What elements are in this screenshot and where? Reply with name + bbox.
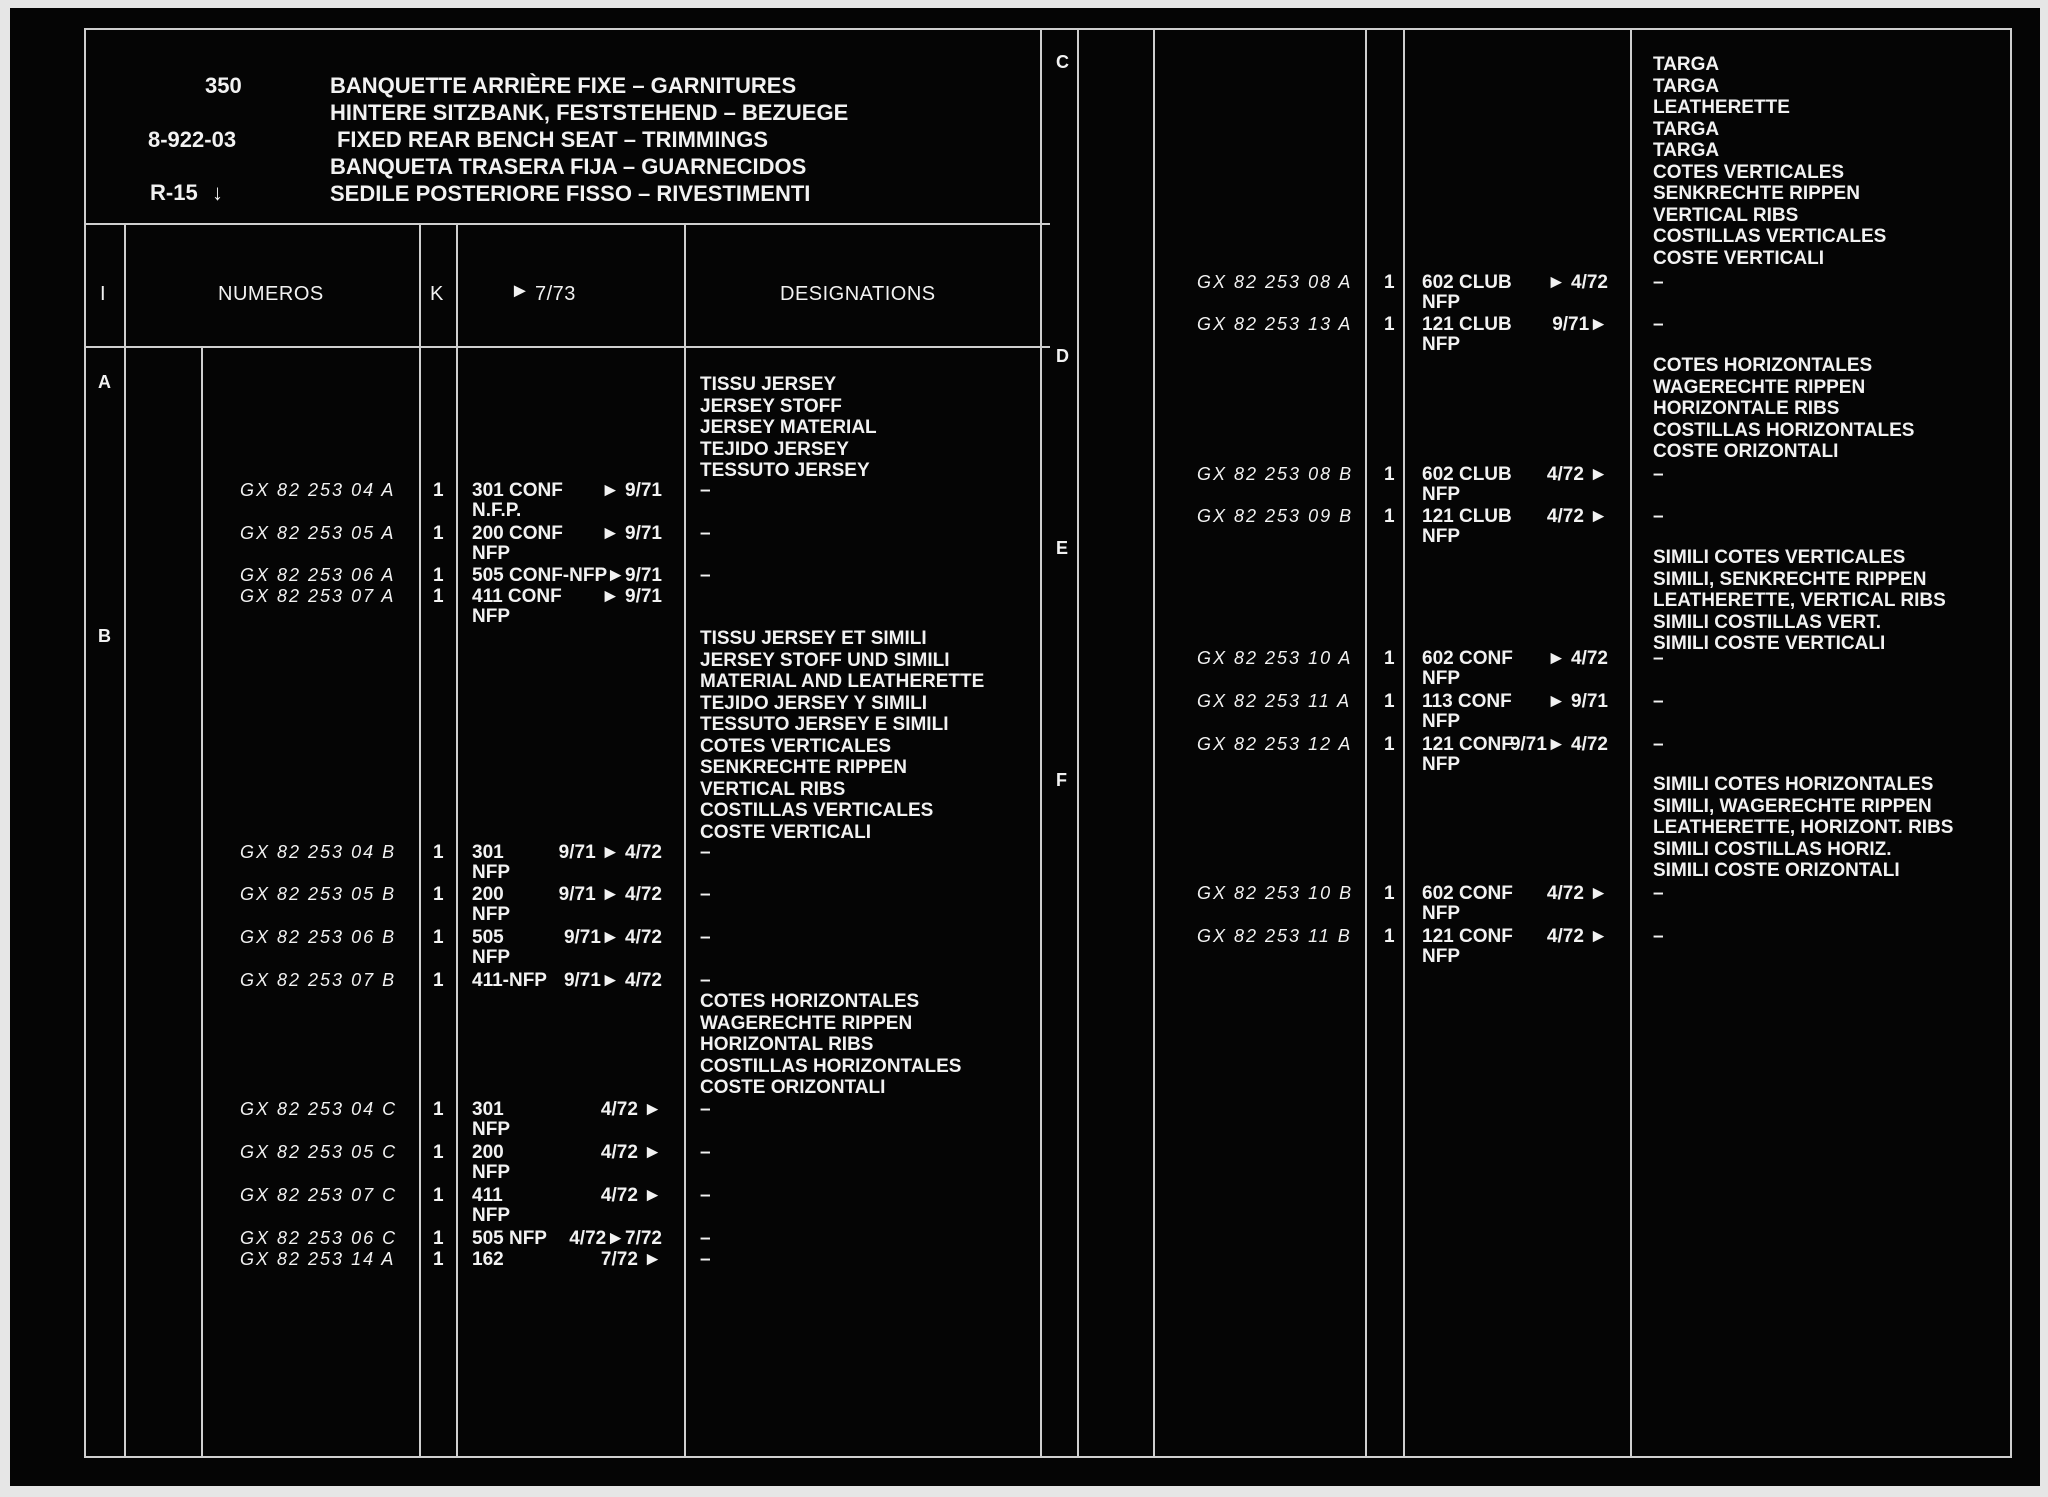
right-designation-line: TARGA (1653, 75, 1720, 97)
left-date-range: 4/72 ► (600, 1142, 662, 1163)
left-variant-note: 411 (472, 1185, 503, 1206)
left-date-range: 9/71 ► 4/72 (558, 842, 662, 863)
left-designation-line: MATERIAL AND LEATHERETTE (700, 671, 985, 692)
left-variant-note: NFP (472, 862, 510, 883)
left-part-number: GX 82 253 06 A (240, 565, 396, 585)
col-header-date: 7/73 (535, 283, 576, 305)
col-rule-k-left (419, 223, 421, 1458)
right-part-number: GX 82 253 10 B (1197, 883, 1354, 903)
right-designation: – (1653, 506, 1664, 527)
left-variant-note: NFP (472, 1162, 510, 1183)
left-variant-note: 200 (472, 884, 504, 905)
title-line: SEDILE POSTERIORE FISSO – RIVESTIMENTI (330, 181, 811, 206)
left-date-range: 9/71 ► 4/72 (558, 884, 662, 905)
right-part-number: GX 82 253 08 A (1197, 272, 1353, 292)
left-part-number: GX 82 253 06 B (240, 927, 397, 947)
catalog-code: 8-922-03 (148, 127, 237, 152)
right-variant-note: 121 CLUB (1422, 314, 1512, 335)
right-date-range: ► 4/72 (1546, 272, 1608, 293)
left-designation-line: TESSUTO JERSEY (700, 460, 870, 481)
right-designation-line: SIMILI, WAGERECHTE RIPPEN (1653, 795, 1932, 817)
right-variant-note: NFP (1422, 946, 1460, 967)
right-quantity: 1 (1384, 883, 1395, 904)
right-variant-note: NFP (1422, 484, 1460, 505)
col-header-k: K (430, 283, 444, 305)
left-quantity: 1 (433, 927, 444, 948)
left-date-range: 9/71► 4/72 (563, 970, 662, 991)
left-part-number: GX 82 253 05 A (240, 523, 396, 543)
right-designation-line: LEATHERETTE, VERTICAL RIBS (1653, 590, 1946, 611)
left-designation-line: TISSU JERSEY ET SIMILI (700, 628, 927, 649)
left-designation-line: JERSEY STOFF (700, 395, 842, 417)
right-designation: – (1653, 883, 1664, 904)
left-variant-note: 301 (472, 842, 504, 863)
right-designation-line: SIMILI COSTILLAS HORIZ. (1653, 838, 1892, 860)
right-col-rule-3 (1365, 28, 1367, 1458)
right-date-range: ► 9/71 (1546, 691, 1608, 712)
left-designation-line: TEJIDO JERSEY (700, 438, 849, 460)
left-part-number: GX 82 253 06 C (240, 1228, 398, 1248)
left-quantity: 1 (433, 884, 444, 905)
col-rule-i (124, 223, 126, 1458)
title-rule (84, 223, 1050, 225)
left-date-range: ►9/71 (606, 565, 662, 586)
right-designation-line: HORIZONTALE RIBS (1653, 398, 1840, 419)
right-designation-line: TARGA (1653, 54, 1720, 75)
left-designation: – (700, 1249, 711, 1270)
col-header-numeros: NUMEROS (218, 283, 324, 305)
right-designation: – (1653, 272, 1664, 293)
section-marker-e: E (1056, 538, 1069, 558)
right-variant-note: 602 CONF (1422, 648, 1513, 669)
section-marker-a: A (98, 372, 111, 392)
right-part-number: GX 82 253 08 B (1197, 464, 1354, 484)
left-quantity: 1 (433, 1142, 444, 1163)
left-designation: – (700, 970, 711, 991)
left-variant-note: NFP (472, 904, 510, 925)
top-border (84, 28, 2012, 30)
right-designation-line: COSTILLAS HORIZONTALES (1653, 419, 1915, 441)
left-date-range: 7/72 ► (600, 1249, 662, 1270)
right-variant-note: NFP (1422, 526, 1460, 547)
right-designation: – (1653, 314, 1664, 335)
right-quantity: 1 (1384, 464, 1395, 485)
title-line: BANQUETTE ARRIÈRE FIXE – GARNITURES (330, 73, 797, 98)
right-part-number: GX 82 253 12 A (1197, 734, 1353, 754)
left-quantity: 1 (433, 480, 444, 501)
right-date-range: 9/71► 4/72 (1509, 734, 1608, 755)
col-rule-designations (684, 223, 686, 1458)
left-designation-line: JERSEY STOFF UND SIMILI (700, 649, 950, 671)
left-designation-line: COSTE ORIZONTALI (700, 1077, 886, 1098)
left-designation: – (700, 842, 711, 863)
left-variant-note: 411-NFP (472, 970, 547, 991)
right-part-number: GX 82 253 13 A (1197, 314, 1353, 334)
left-border (84, 28, 86, 1458)
left-designation: – (700, 884, 711, 905)
left-quantity: 1 (433, 1228, 444, 1249)
right-designation-line: LEATHERETTE, HORIZONT. RIBS (1653, 817, 1954, 838)
left-variant-note: NFP (472, 1205, 510, 1226)
left-designation: – (700, 523, 711, 544)
right-border (2010, 28, 2012, 1458)
right-variant-note: NFP (1422, 711, 1460, 732)
col-rule-k-right (456, 223, 458, 1458)
right-part-number: GX 82 253 10 A (1197, 648, 1353, 668)
left-designation: – (700, 480, 711, 501)
right-quantity: 1 (1384, 734, 1395, 755)
right-variant-note: NFP (1422, 754, 1460, 775)
left-date-range: 9/71► 4/72 (563, 927, 662, 948)
left-designation-line: COSTILLAS VERTICALES (700, 800, 934, 821)
right-quantity: 1 (1384, 648, 1395, 669)
right-date-range: ► 4/72 (1546, 648, 1608, 669)
left-designation-line: JERSEY MATERIAL (700, 417, 877, 438)
left-quantity: 1 (433, 970, 444, 991)
left-variant-note: 505 (472, 927, 504, 948)
right-variant-note: NFP (1422, 292, 1460, 313)
right-designation: – (1653, 926, 1664, 947)
left-designation: – (700, 565, 711, 586)
left-part-number: GX 82 253 05 B (240, 884, 397, 904)
left-variant-note: 301 (472, 1099, 504, 1120)
right-variant-note: 121 CONF (1422, 734, 1513, 755)
right-variant-note: 602 CLUB (1422, 272, 1512, 293)
left-designation: – (700, 1185, 711, 1206)
left-date-range: ► 9/71 (600, 586, 662, 607)
right-col-rule-2 (1153, 28, 1155, 1458)
revision: R-15 (150, 180, 198, 205)
right-variant-note: NFP (1422, 903, 1460, 924)
left-variant-note: 200 CONF (472, 523, 563, 544)
plate-number: 350 (205, 73, 242, 98)
left-variant-note: 162 (472, 1249, 504, 1270)
left-part-number: GX 82 253 04 A (240, 480, 396, 500)
left-part-number: GX 82 253 07 B (240, 970, 397, 990)
right-quantity: 1 (1384, 314, 1395, 335)
left-part-number: GX 82 253 05 C (240, 1142, 398, 1162)
play-marker-icon: ► (510, 280, 531, 302)
right-variant-note: NFP (1422, 334, 1460, 355)
left-variant-note: NFP (472, 606, 510, 627)
left-date-range: 4/72 ► (600, 1099, 662, 1120)
right-designation-line: SIMILI, SENKRECHTE RIPPEN (1653, 568, 1927, 590)
right-part-number: GX 82 253 11 B (1197, 926, 1352, 946)
left-part-number: GX 82 253 07 A (240, 586, 396, 606)
left-part-number: GX 82 253 07 C (240, 1185, 398, 1205)
right-col-rule-1 (1077, 28, 1079, 1458)
right-variant-note: NFP (1422, 668, 1460, 689)
left-quantity: 1 (433, 586, 444, 607)
left-designation-line: COTES VERTICALES (700, 735, 892, 757)
left-designation-line: VERTICAL RIBS (700, 778, 846, 800)
section-marker-b: B (98, 626, 111, 646)
right-date-range: 4/72 ► (1546, 883, 1608, 904)
right-designation-line: COSTE ORIZONTALI (1653, 441, 1839, 462)
left-date-range: 4/72 ► (600, 1185, 662, 1206)
left-designation-line: COTES HORIZONTALES (700, 991, 920, 1012)
right-designation-line: VERTICAL RIBS (1653, 204, 1799, 226)
right-designation-line: SIMILI COSTILLAS VERT. (1653, 611, 1882, 633)
col-header-designations: DESIGNATIONS (780, 283, 936, 305)
right-designation-line: COSTILLAS VERTICALES (1653, 226, 1887, 247)
left-variant-note: 301 CONF (472, 480, 563, 501)
right-col-rule-5 (1630, 28, 1632, 1458)
left-variant-note: N.F.P. (472, 500, 522, 521)
left-designation: – (700, 927, 711, 948)
left-designation-line: TESSUTO JERSEY E SIMILI (700, 714, 949, 735)
section-marker-d: D (1056, 346, 1069, 366)
section-marker-c: C (1056, 52, 1069, 72)
right-variant-note: 121 CONF (1422, 926, 1513, 947)
right-designation-line: SIMILI COSTE ORIZONTALI (1653, 860, 1900, 881)
left-designation: – (700, 1228, 711, 1249)
right-variant-note: 121 CLUB (1422, 506, 1512, 527)
left-variant-note: 505 NFP (472, 1228, 547, 1249)
title-line: BANQUETA TRASERA FIJA – GUARNECIDOS (330, 154, 807, 179)
bottom-border (84, 1456, 2012, 1458)
left-quantity: 1 (433, 565, 444, 586)
right-part-number: GX 82 253 09 B (1197, 506, 1354, 526)
left-variant-note: NFP (472, 543, 510, 564)
right-designation-line: SIMILI COSTE VERTICALI (1653, 633, 1886, 654)
right-designation-line: SIMILI COTES HORIZONTALES (1653, 774, 1934, 795)
col-header-i: I (100, 283, 107, 305)
right-designation: – (1653, 691, 1664, 712)
page-middle-rule (1040, 28, 1042, 1458)
left-quantity: 1 (433, 1099, 444, 1120)
right-designation-line: TARGA (1653, 118, 1720, 140)
right-designation: – (1653, 648, 1664, 669)
left-part-number: GX 82 253 04 B (240, 842, 397, 862)
left-designation-line: TISSU JERSEY (700, 374, 837, 395)
right-designation-line: SENKRECHTE RIPPEN (1653, 183, 1860, 204)
left-part-number: GX 82 253 14 A (240, 1249, 396, 1269)
right-designation-line: SIMILI COTES VERTICALES (1653, 547, 1906, 568)
left-quantity: 1 (433, 523, 444, 544)
left-designation-line: SENKRECHTE RIPPEN (700, 757, 907, 778)
left-variant-note: 200 (472, 1142, 504, 1163)
left-date-range: 4/72►7/72 (569, 1228, 662, 1249)
right-designation-line: COTES VERTICALES (1653, 161, 1845, 183)
left-date-range: ► 9/71 (600, 480, 662, 501)
left-quantity: 1 (433, 1249, 444, 1270)
right-designation-line: LEATHERETTE (1653, 97, 1790, 118)
right-date-range: 4/72 ► (1546, 506, 1608, 527)
left-quantity: 1 (433, 842, 444, 863)
right-part-number: GX 82 253 11 A (1197, 691, 1352, 711)
right-variant-note: 602 CLUB (1422, 464, 1512, 485)
left-part-number: GX 82 253 04 C (240, 1099, 398, 1119)
left-variant-note: 505 CONF-NFP (472, 565, 608, 586)
right-date-range: 4/72 ► (1546, 464, 1608, 485)
right-quantity: 1 (1384, 691, 1395, 712)
left-designation-line: COSTILLAS HORIZONTALES (700, 1055, 962, 1077)
left-designation: – (700, 1142, 711, 1163)
parts-sheet (10, 8, 2040, 1486)
left-designation-line: COSTE VERTICALI (700, 821, 872, 843)
right-designation: – (1653, 734, 1664, 755)
right-variant-note: 113 CONF (1422, 691, 1512, 712)
left-variant-note: 411 CONF (472, 586, 562, 607)
right-designation: – (1653, 464, 1664, 485)
right-quantity: 1 (1384, 272, 1395, 293)
down-arrow-icon: ↓ (212, 180, 223, 205)
left-variant-note: NFP (472, 1119, 510, 1140)
right-designation-line: WAGERECHTE RIPPEN (1653, 376, 1866, 398)
left-designation-line: WAGERECHTE RIPPEN (700, 1012, 913, 1034)
left-date-range: ► 9/71 (600, 523, 662, 544)
right-date-range: 9/71► (1552, 314, 1608, 335)
right-quantity: 1 (1384, 506, 1395, 527)
col-rule-numeros-inner (201, 346, 203, 1458)
left-variant-note: NFP (472, 947, 510, 968)
left-designation: – (700, 1099, 711, 1120)
right-col-rule-4 (1403, 28, 1405, 1458)
right-variant-note: 602 CONF (1422, 883, 1513, 904)
right-date-range: 4/72 ► (1546, 926, 1608, 947)
title-line: FIXED REAR BENCH SEAT – TRIMMINGS (336, 127, 769, 152)
header-rule (84, 346, 1050, 348)
left-designation-line: HORIZONTAL RIBS (700, 1034, 874, 1055)
right-designation-line: COSTE VERTICALI (1653, 247, 1825, 269)
title-line: HINTERE SITZBANK, FESTSTEHEND – BEZUEGE (330, 100, 849, 125)
right-designation-line: COTES HORIZONTALES (1653, 355, 1873, 376)
section-marker-f: F (1056, 770, 1067, 790)
left-quantity: 1 (433, 1185, 444, 1206)
right-designation-line: TARGA (1653, 140, 1720, 161)
left-designation-line: TEJIDO JERSEY Y SIMILI (700, 692, 928, 714)
right-quantity: 1 (1384, 926, 1395, 947)
